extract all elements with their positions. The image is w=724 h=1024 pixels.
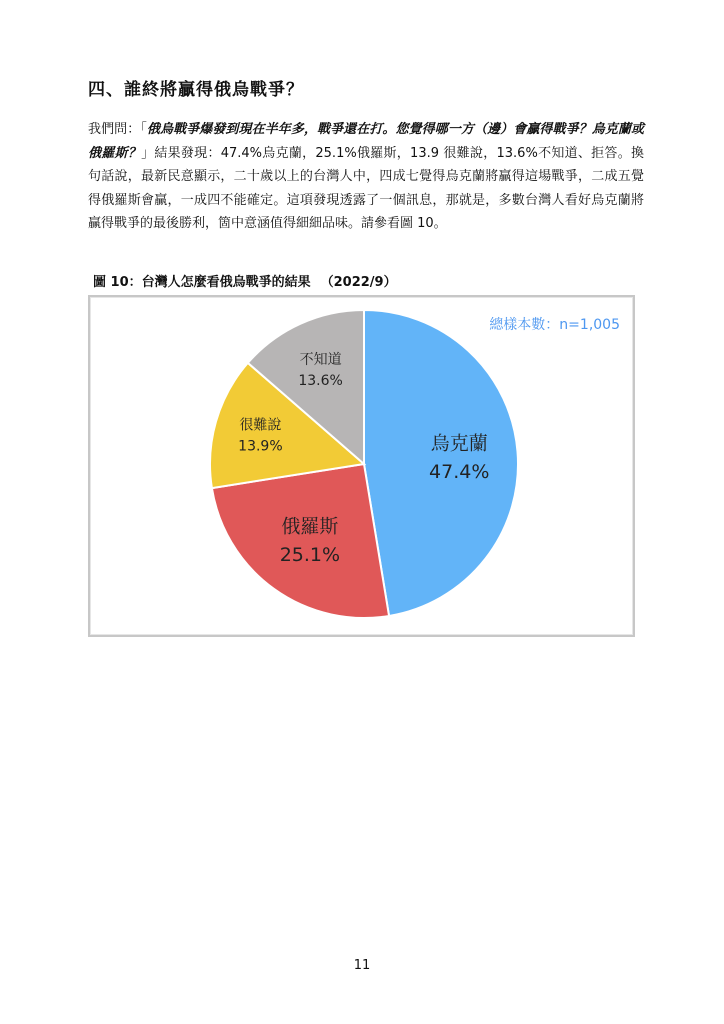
pie-chart [90, 297, 633, 635]
paragraph-intro: 我們問：「 [88, 122, 147, 137]
pie-slice-value: 47.4% [429, 461, 490, 484]
figure-caption-date: （2022/9） [320, 275, 397, 290]
pie-slice-label: 不知道 [299, 351, 342, 368]
pie-slice-label: 很難說 [239, 417, 282, 434]
pie-slice-value: 13.9% [238, 438, 283, 455]
section-heading: 四、誰終將贏得俄烏戰爭？ [88, 80, 304, 100]
sample-size-annotation: 總樣本數：n=1,005 [489, 317, 620, 333]
survey-question: 俄烏戰爭爆發到現在半年多，戰爭還在打。您覺得哪一方（邊）會贏得戰爭？烏克蘭或俄羅斯？ [88, 122, 644, 161]
pie-slice-2 [212, 464, 389, 618]
page-number: 11 [353, 958, 371, 973]
pie-slice-label: 俄羅斯 [281, 515, 339, 538]
figure-caption-title: 圖 10：台灣人怎麼看俄烏戰爭的結果 [93, 275, 311, 290]
figure-caption [93, 271, 397, 290]
pie-slice-value: 13.6% [298, 372, 343, 389]
pie-slice-label: 烏克蘭 [430, 432, 488, 455]
pie-slice-value: 25.1% [279, 543, 341, 566]
body-paragraph [88, 118, 644, 236]
paragraph-rest: 」結果發現：47.4%烏克蘭，25.1%俄羅斯，13.9 很難說，13.6%不知道、拒答。換句話說，最新民意顯示，二十歲以上的台灣人中，四成七覺得烏克蘭將贏得這場戰爭，二成五覺得俄羅斯會贏，一成四不能確定。這項發現透露了一個訊息，那就是，多數台灣人看好烏克蘭將贏得戰爭的最後勝利，箇中意涵值得細細品味。請參看圖 10。 [88, 145, 644, 231]
pie-chart-frame [88, 295, 635, 637]
